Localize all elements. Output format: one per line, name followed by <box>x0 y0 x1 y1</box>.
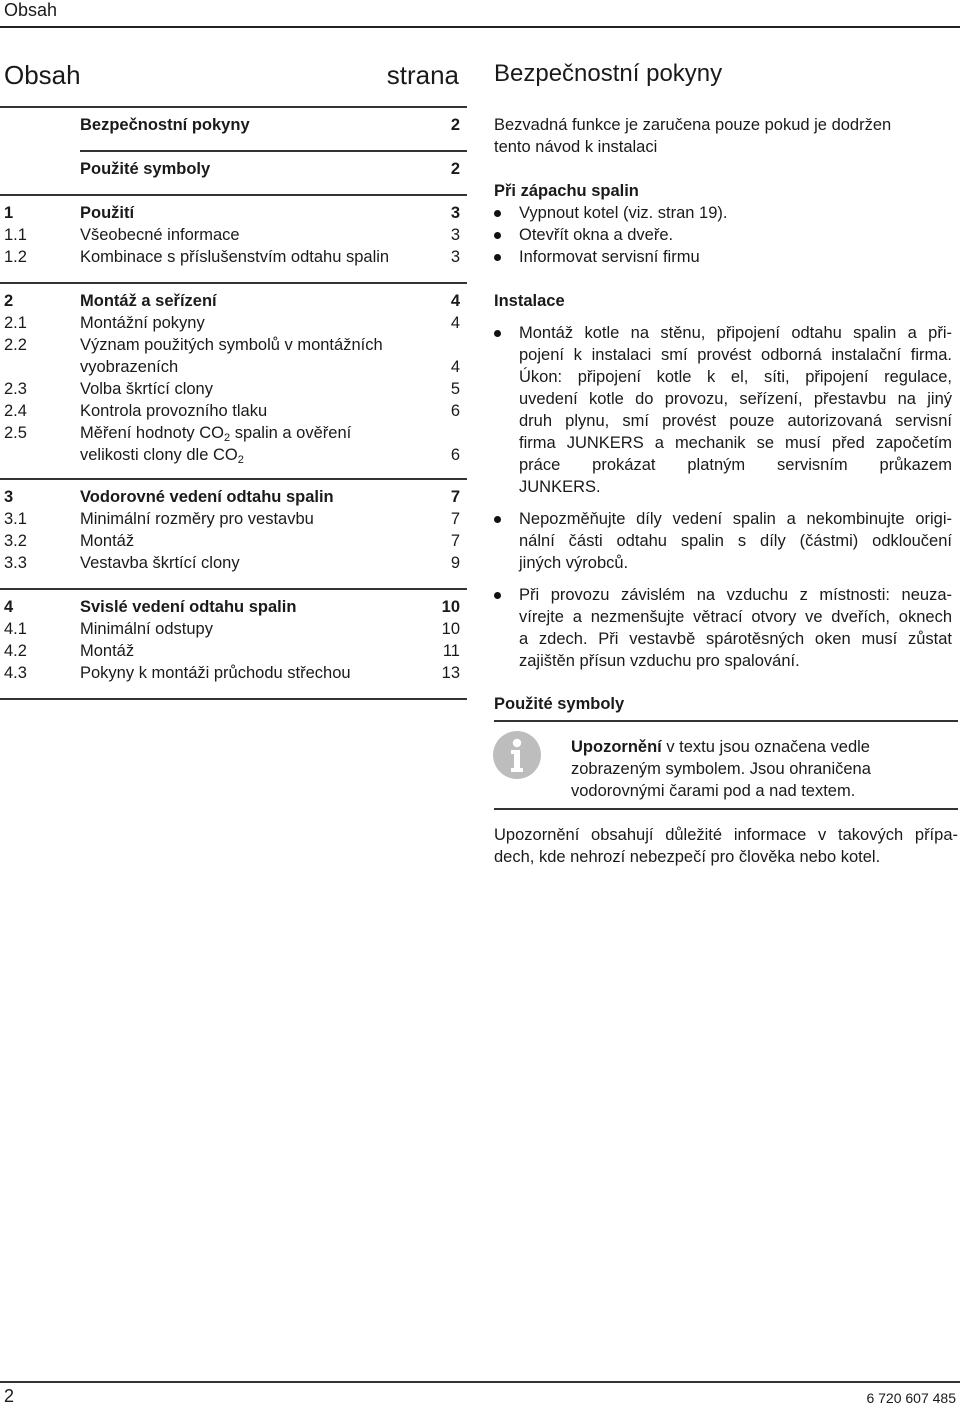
toc-entry[interactable] <box>4 486 460 508</box>
toc-entry-title: Montáž <box>80 532 135 550</box>
toc-entry[interactable] <box>4 552 460 574</box>
toc-entry-page: 3 <box>450 226 460 244</box>
toc-entry-number: 1.1 <box>4 226 27 244</box>
bullet-item <box>494 246 958 268</box>
bullet-text-line: a zdech. Při vestavbě spárotěsných oken musí zůstat <box>519 630 952 648</box>
safety-heading: Bezpečnostní pokyny <box>494 60 723 87</box>
bullet-text: Vypnout kotel (viz. stran 19). <box>519 204 728 222</box>
toc-entry-number: 3.2 <box>4 532 27 550</box>
bullet-item <box>494 322 958 498</box>
toc-entry-page: 13 <box>441 664 460 682</box>
bullet-text-line: Úkon: připojení kotle k el, síti, připojení regulace, <box>519 368 952 386</box>
toc-entry-page: 3 <box>450 204 460 222</box>
toc-entry-title: Montáž <box>80 642 135 660</box>
footer-rule <box>0 1381 960 1383</box>
toc-entry[interactable] <box>4 618 460 640</box>
bullet-text-line: práce prokázat platným servisním průkazem <box>519 456 952 474</box>
bullet-text: Otevřít okna a dveře. <box>519 226 674 244</box>
bullet-item <box>494 584 958 672</box>
bullet-item <box>494 508 958 574</box>
bullet-text-line: Při provozu závislém na vzduchu z místnosti: neuza- <box>519 586 952 604</box>
toc-rule <box>0 106 467 108</box>
toc-entry-page: 4 <box>450 292 460 310</box>
toc-entry[interactable] <box>4 400 460 422</box>
toc-entry-number: 2 <box>4 292 14 310</box>
toc-entry-number: 2.5 <box>4 424 27 442</box>
toc-entry-title: Kontrola provozního tlaku <box>80 402 268 420</box>
bullet-text-line: zajištěn přísun vzduchu pro spalování. <box>519 652 800 670</box>
document-number: 6 720 607 485 <box>866 1390 956 1406</box>
installation-heading: Instalace <box>494 292 565 310</box>
toc-entry-page: 10 <box>441 598 460 616</box>
toc-entry-page: 6 <box>450 402 460 420</box>
toc-entry[interactable] <box>4 312 460 334</box>
toc-entry-page: 11 <box>442 642 460 660</box>
bullet-text-line: vírejte a nezmenšujte větrací otvory ve dveřích, oknech <box>519 608 952 626</box>
toc-entry-title: Vodorovné vedení odtahu spalin <box>80 488 334 506</box>
toc-entry-number: 4 <box>4 598 14 616</box>
bullet-text-line: firma JUNKERS a mechanik se musí před započetím <box>519 434 952 452</box>
toc-entry-page: 7 <box>450 488 460 506</box>
toc-rule <box>80 150 467 152</box>
bullet-icon <box>494 232 501 239</box>
toc-entry-page: 10 <box>441 620 460 638</box>
toc-entry[interactable] <box>4 378 460 400</box>
toc-entry-title: Vestavba škrtící clony <box>80 554 240 572</box>
toc-entry-number: 2.4 <box>4 402 27 420</box>
toc-entry-title: Bezpečnostní pokyny <box>80 116 250 134</box>
toc-entry-page: 4 <box>450 314 460 332</box>
toc-rule <box>0 698 467 700</box>
bullet-text-line: pojení k instalaci smí provést odborná instalační firma. <box>519 346 952 364</box>
toc-entry-title: vyobrazeních <box>80 358 179 376</box>
toc-entry-number: 3.3 <box>4 554 27 572</box>
toc-rule <box>0 478 467 480</box>
symbols-heading: Použité symboly <box>494 695 625 713</box>
toc-entry-page: 7 <box>450 532 460 550</box>
toc-entry-page: 6 <box>450 446 460 464</box>
running-header: Obsah <box>4 0 58 20</box>
toc-entry-number: 1.2 <box>4 248 27 266</box>
toc-entry-title: Význam použitých symbolů v montážních <box>80 336 383 354</box>
toc-entry-title: Pokyny k montáži průchodu střechou <box>80 664 351 682</box>
toc-entry-title: Minimální rozměry pro vestavbu <box>80 510 314 528</box>
toc-rule <box>0 588 467 590</box>
bullet-item <box>494 202 958 224</box>
toc-entry[interactable] <box>4 246 460 268</box>
toc-rule <box>0 282 467 284</box>
bullet-text-line: nální části odtahu spalin s díly (částmi) odkloučení <box>519 532 952 550</box>
note-line-3: vodorovnými čarami pod a nad textem. <box>571 782 856 800</box>
toc-entry-title: Kombinace s příslušenstvím odtahu spalin <box>80 248 390 266</box>
toc-entry[interactable] <box>4 334 460 356</box>
toc-entry[interactable] <box>4 224 460 246</box>
toc-entry-page: 7 <box>450 510 460 528</box>
toc-entry-title: Montáž a seřízení <box>80 292 217 310</box>
toc-entry[interactable] <box>4 662 460 684</box>
toc-entry-page: 9 <box>450 554 460 572</box>
bullet-text-line: druh plynu, smí provést pouze autorizovaná servisní <box>519 412 952 430</box>
toc-page-column-label: strana <box>386 60 459 90</box>
bullet-icon <box>494 330 501 337</box>
toc-entry-number: 1 <box>4 204 14 222</box>
gas-smell-heading: Při zápachu spalin <box>494 182 639 200</box>
toc-heading: Obsah <box>4 60 81 90</box>
bullet-text-line: jiných výrobců. <box>519 554 629 572</box>
toc-entry-number: 4.2 <box>4 642 27 660</box>
bullet-text-line: Montáž kotle na stěnu, připojení odtahu spalin a při- <box>519 324 952 342</box>
bullet-text-line: JUNKERS. <box>519 478 601 496</box>
page-number: 2 <box>4 1386 15 1406</box>
toc-entry-number: 3 <box>4 488 14 506</box>
toc-entry-number: 4.3 <box>4 664 27 682</box>
toc-entry-page: 2 <box>450 160 460 178</box>
toc-entry[interactable] <box>4 202 460 224</box>
toc-entry-page: 3 <box>450 248 460 266</box>
bullet-text-line: Nepozměňujte díly vedení spalin a nekombinujte origi- <box>519 510 952 528</box>
toc-entry-page: 2 <box>450 116 460 134</box>
toc-entry[interactable] <box>4 596 460 618</box>
note-bottom-rule <box>494 808 958 810</box>
toc-entry[interactable] <box>4 290 460 312</box>
bullet-icon <box>494 516 501 523</box>
header-rule <box>0 26 960 28</box>
note-bold-word: Upozornění <box>571 738 662 756</box>
info-icon <box>492 730 542 780</box>
toc-entry-number: 3.1 <box>4 510 27 528</box>
toc-entry-title: Montážní pokyny <box>80 314 205 332</box>
toc-entry-title: Měření hodnoty $CO_2$ spalin a ověření <box>80 424 352 444</box>
toc-entry-title: Volba škrtící clony <box>80 380 213 398</box>
toc-entry[interactable] <box>4 530 460 552</box>
bullet-icon <box>494 592 501 599</box>
toc-entry[interactable] <box>4 640 460 662</box>
bullet-icon <box>494 254 501 261</box>
toc-rule <box>0 194 467 196</box>
toc-entry-number: 2.3 <box>4 380 27 398</box>
toc-entry-page: 4 <box>450 358 460 376</box>
toc-entry-title: Minimální odstupy <box>80 620 213 638</box>
toc-entry-title: velikosti clony dle $CO_2$ <box>80 446 244 466</box>
note-line-2: zobrazeným symbolem. Jsou ohraničena <box>571 760 871 778</box>
toc-entry-title: Použité symboly <box>80 160 211 178</box>
toc-entry-title: Svislé vedení odtahu spalin <box>80 598 297 616</box>
toc-entry[interactable] <box>4 356 460 378</box>
toc-entry[interactable] <box>4 114 460 136</box>
toc-entry[interactable] <box>4 158 460 180</box>
toc-entry-title: Použití <box>80 204 135 222</box>
toc-entry[interactable] <box>4 422 460 444</box>
bullet-text: Informovat servisní firmu <box>519 248 700 266</box>
symbols-para-line-1: Upozornění obsahují důležité informace v takových přípa- <box>494 826 958 844</box>
note-line-1 <box>571 736 958 758</box>
toc-entry-number: 4.1 <box>4 620 27 638</box>
subscript: 2 <box>237 454 244 466</box>
toc-entry[interactable] <box>4 508 460 530</box>
toc-entry-number: 2.2 <box>4 336 27 354</box>
toc-entry[interactable] <box>4 444 460 466</box>
safety-intro-line-2: tento návod k instalaci <box>494 138 658 156</box>
symbols-para-line-2: dech, kde nehrozí nebezpečí pro člověka nebo kotel. <box>494 848 881 866</box>
bullet-item <box>494 224 958 246</box>
bullet-text-line: uvedení kotle do provozu, seřízení, přestavbu na jiný <box>519 390 952 408</box>
safety-intro-line-1: Bezvadná funkce je zaručena pouze pokud je dodržen <box>494 116 892 134</box>
subscript: 2 <box>224 432 231 444</box>
toc-entry-title: Všeobecné informace <box>80 226 240 244</box>
bullet-icon <box>494 210 501 217</box>
toc-entry-number: 2.1 <box>4 314 27 332</box>
toc-entry-page: 5 <box>450 380 460 398</box>
note-top-rule <box>494 720 958 722</box>
note-line-1-rest: v textu jsou označena vedle <box>661 738 870 756</box>
